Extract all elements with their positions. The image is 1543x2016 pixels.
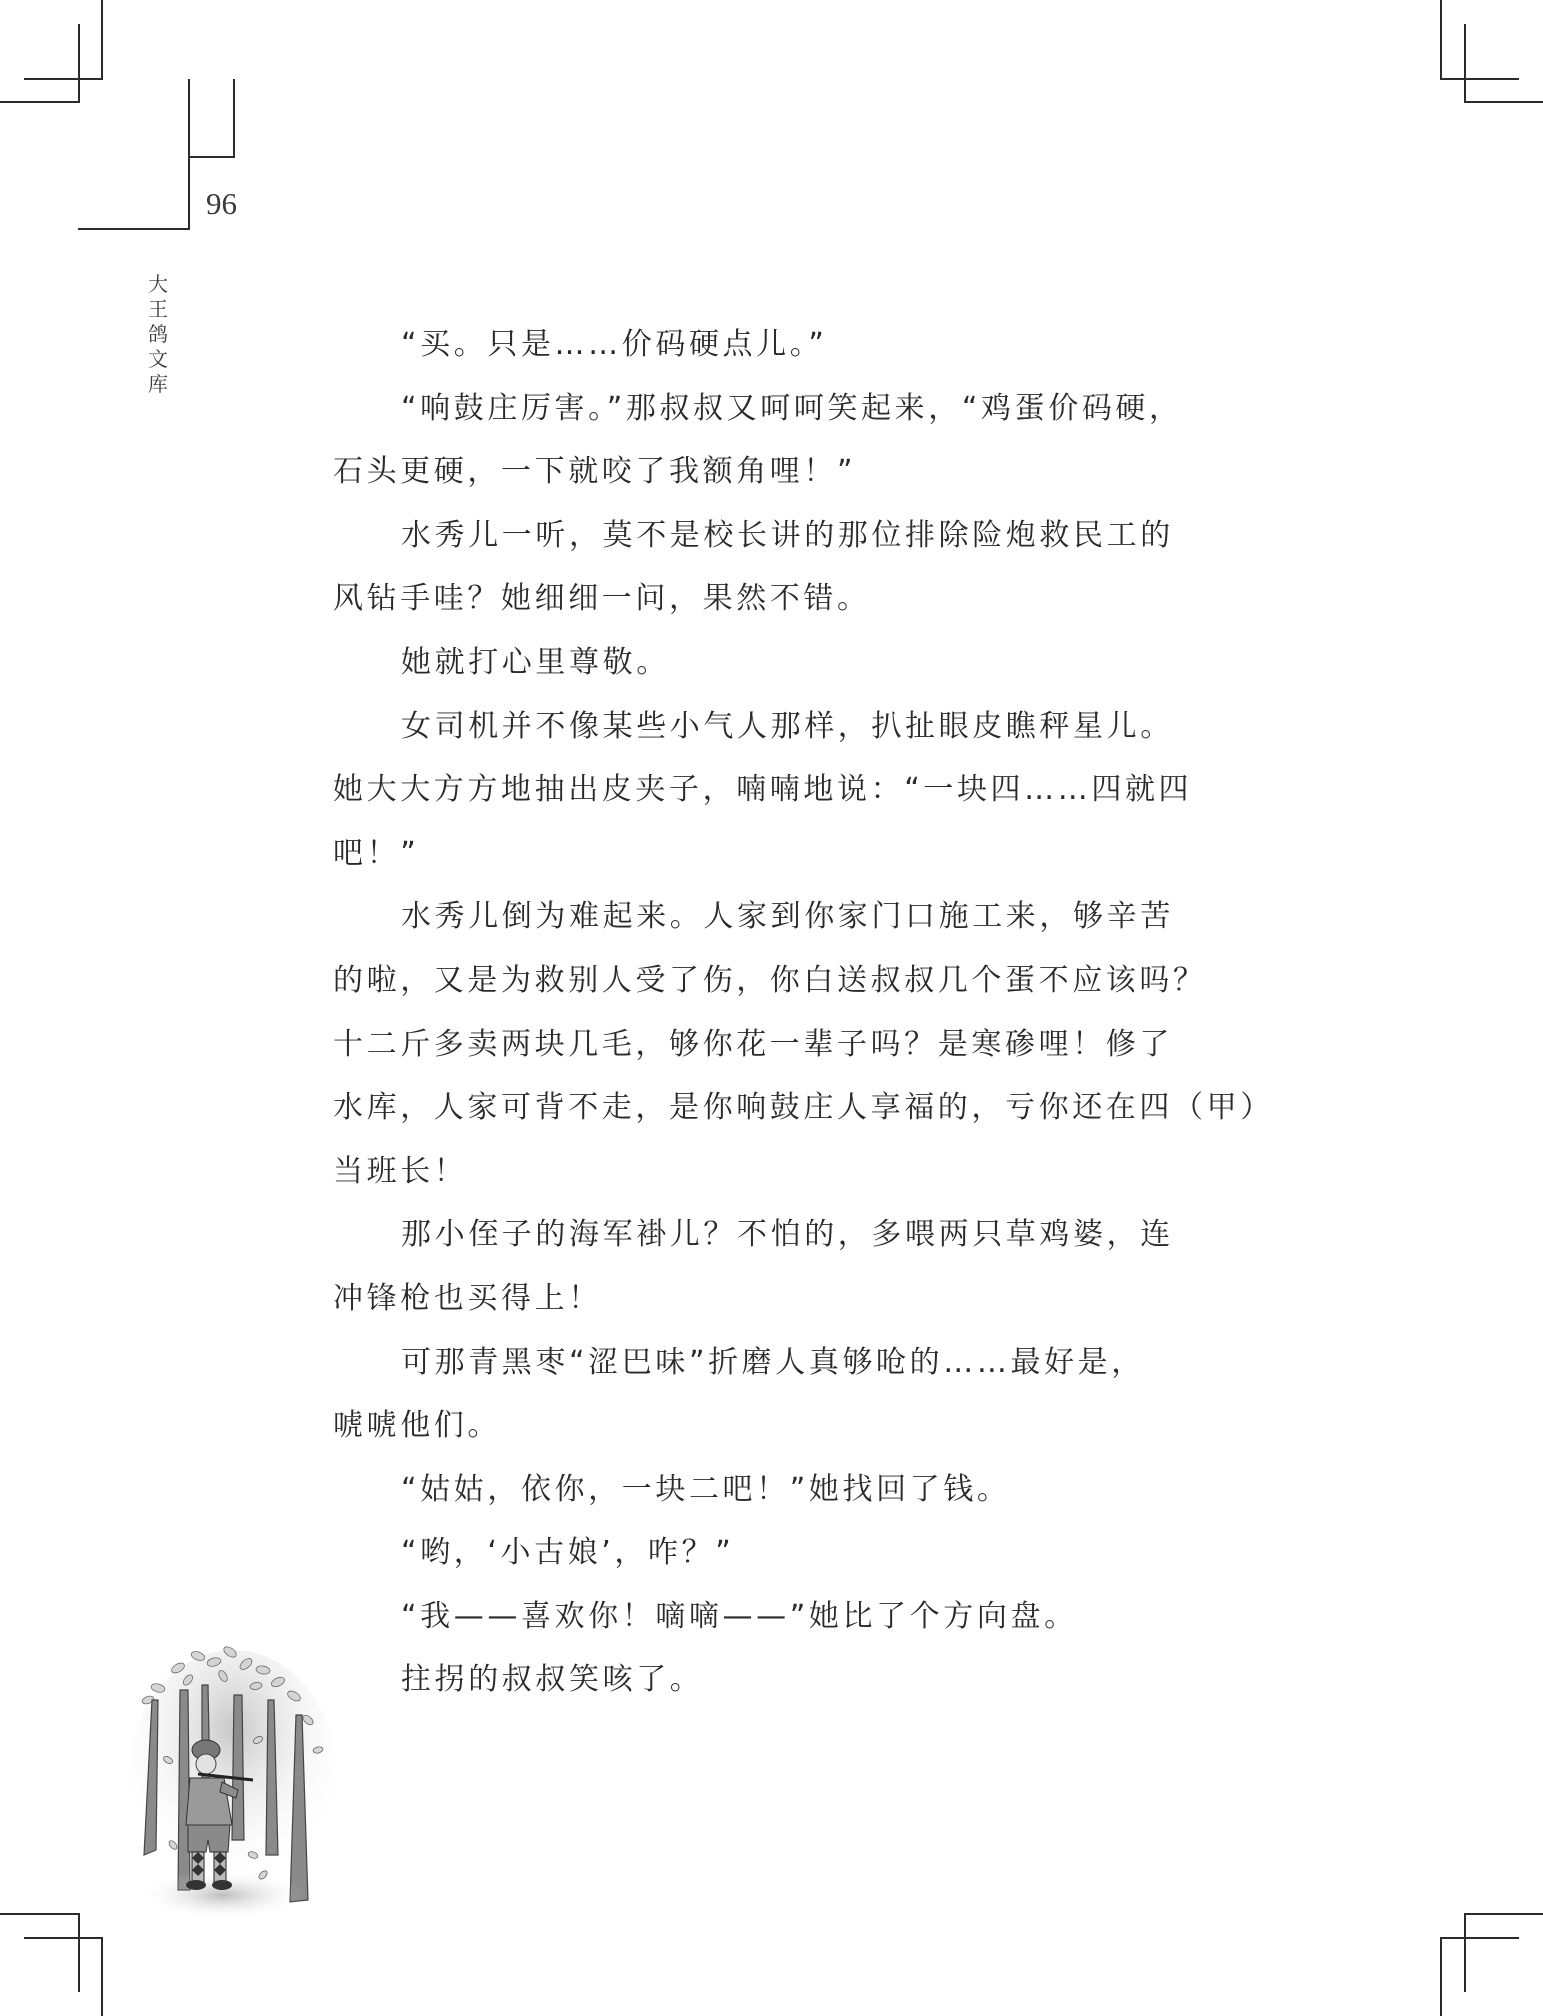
header-rule-v-right — [233, 79, 235, 158]
text-line: 可那青黑枣“涩巴味”折磨人真够呛的……最好是， — [401, 1344, 1145, 1380]
crop-mark-top-left-h1 — [24, 78, 103, 80]
header-rule-v-left — [188, 79, 190, 230]
forest-sketch-icon — [118, 1640, 348, 1930]
crop-mark-top-left-v1 — [101, 0, 103, 79]
crop-mark-top-right-v2 — [1464, 24, 1466, 103]
text-line: 的啦，又是为救别人受了伤，你白送叔叔几个蛋不应该吗？ — [333, 962, 1207, 998]
crop-mark-bottom-left-v2 — [101, 1937, 103, 2016]
text-line: “我——喜欢你！嘀嘀——”她比了个方向盘。 — [401, 1598, 1078, 1634]
text-line: 拄拐的叔叔笑咳了。 — [401, 1662, 704, 1698]
text-line: 冲锋枪也买得上！ — [333, 1280, 602, 1316]
text-line: 水库，人家可背不走，是你响鼓庄人享福的，亏你还在四（甲） — [333, 1090, 1274, 1126]
crop-mark-top-right-v1 — [1440, 0, 1442, 79]
crop-mark-top-right-h1 — [1440, 78, 1519, 80]
text-line: 女司机并不像某些小气人那样，扒扯眼皮瞧秤星儿。 — [401, 708, 1174, 744]
crop-mark-top-right-h2 — [1464, 101, 1543, 103]
body-text — [333, 322, 1274, 1721]
text-line: 十二斤多卖两块几毛，够你花一辈子吗？是寒碜哩！修了 — [333, 1026, 1173, 1062]
crop-mark-bottom-right-v2 — [1440, 1937, 1442, 2016]
crop-mark-top-left-v2 — [78, 24, 80, 103]
text-line: “买。只是……价码硬点儿。” — [401, 327, 828, 362]
illustration-boy-playing-flute — [118, 1640, 348, 1930]
text-line: 她就打心里尊敬。 — [401, 644, 670, 680]
series-title: 大王鸽文库 — [148, 272, 168, 396]
text-line: “响鼓庄厉害。”那叔叔又呵呵笑起来，“鸡蛋价码硬， — [401, 390, 1183, 426]
text-line: 石头更硬，一下就咬了我额角哩！” — [333, 454, 857, 490]
text-line: 水秀儿一听，莫不是校长讲的那位排除险炮救民工的 — [401, 517, 1174, 553]
text-line: 唬唬他们。 — [333, 1408, 501, 1444]
text-line: 水秀儿倒为难起来。人家到你家门口施工来，够辛苦 — [401, 899, 1174, 935]
text-line: 她大大方方地抽出皮夹子，喃喃地说：“一块四……四就四 — [333, 772, 1193, 808]
header-rule-h-mid — [188, 156, 235, 158]
crop-mark-bottom-left-h1 — [0, 1913, 79, 1915]
text-line: “哟，‘小古娘’，咋？” — [401, 1535, 735, 1571]
crop-mark-bottom-left-h2 — [24, 1937, 103, 1939]
page-number: 96 — [206, 186, 237, 221]
crop-mark-top-left-h2 — [0, 101, 79, 103]
header-rule-h-bottom — [78, 228, 190, 230]
crop-mark-bottom-right-v1 — [1464, 1913, 1466, 1992]
crop-mark-bottom-left-v1 — [78, 1913, 80, 1992]
text-line: 吧！” — [333, 835, 420, 871]
crop-mark-bottom-right-h2 — [1440, 1937, 1519, 1939]
crop-mark-bottom-right-h1 — [1464, 1913, 1543, 1915]
text-line: “姑姑，依你，一块二吧！”她找回了钱。 — [401, 1471, 1011, 1507]
text-line: 当班长！ — [333, 1153, 468, 1189]
text-line: 那小侄子的海军褂儿？不怕的，多喂两只草鸡婆，连 — [401, 1217, 1174, 1253]
text-line: 风钻手哇？她细细一问，果然不错。 — [333, 581, 871, 617]
